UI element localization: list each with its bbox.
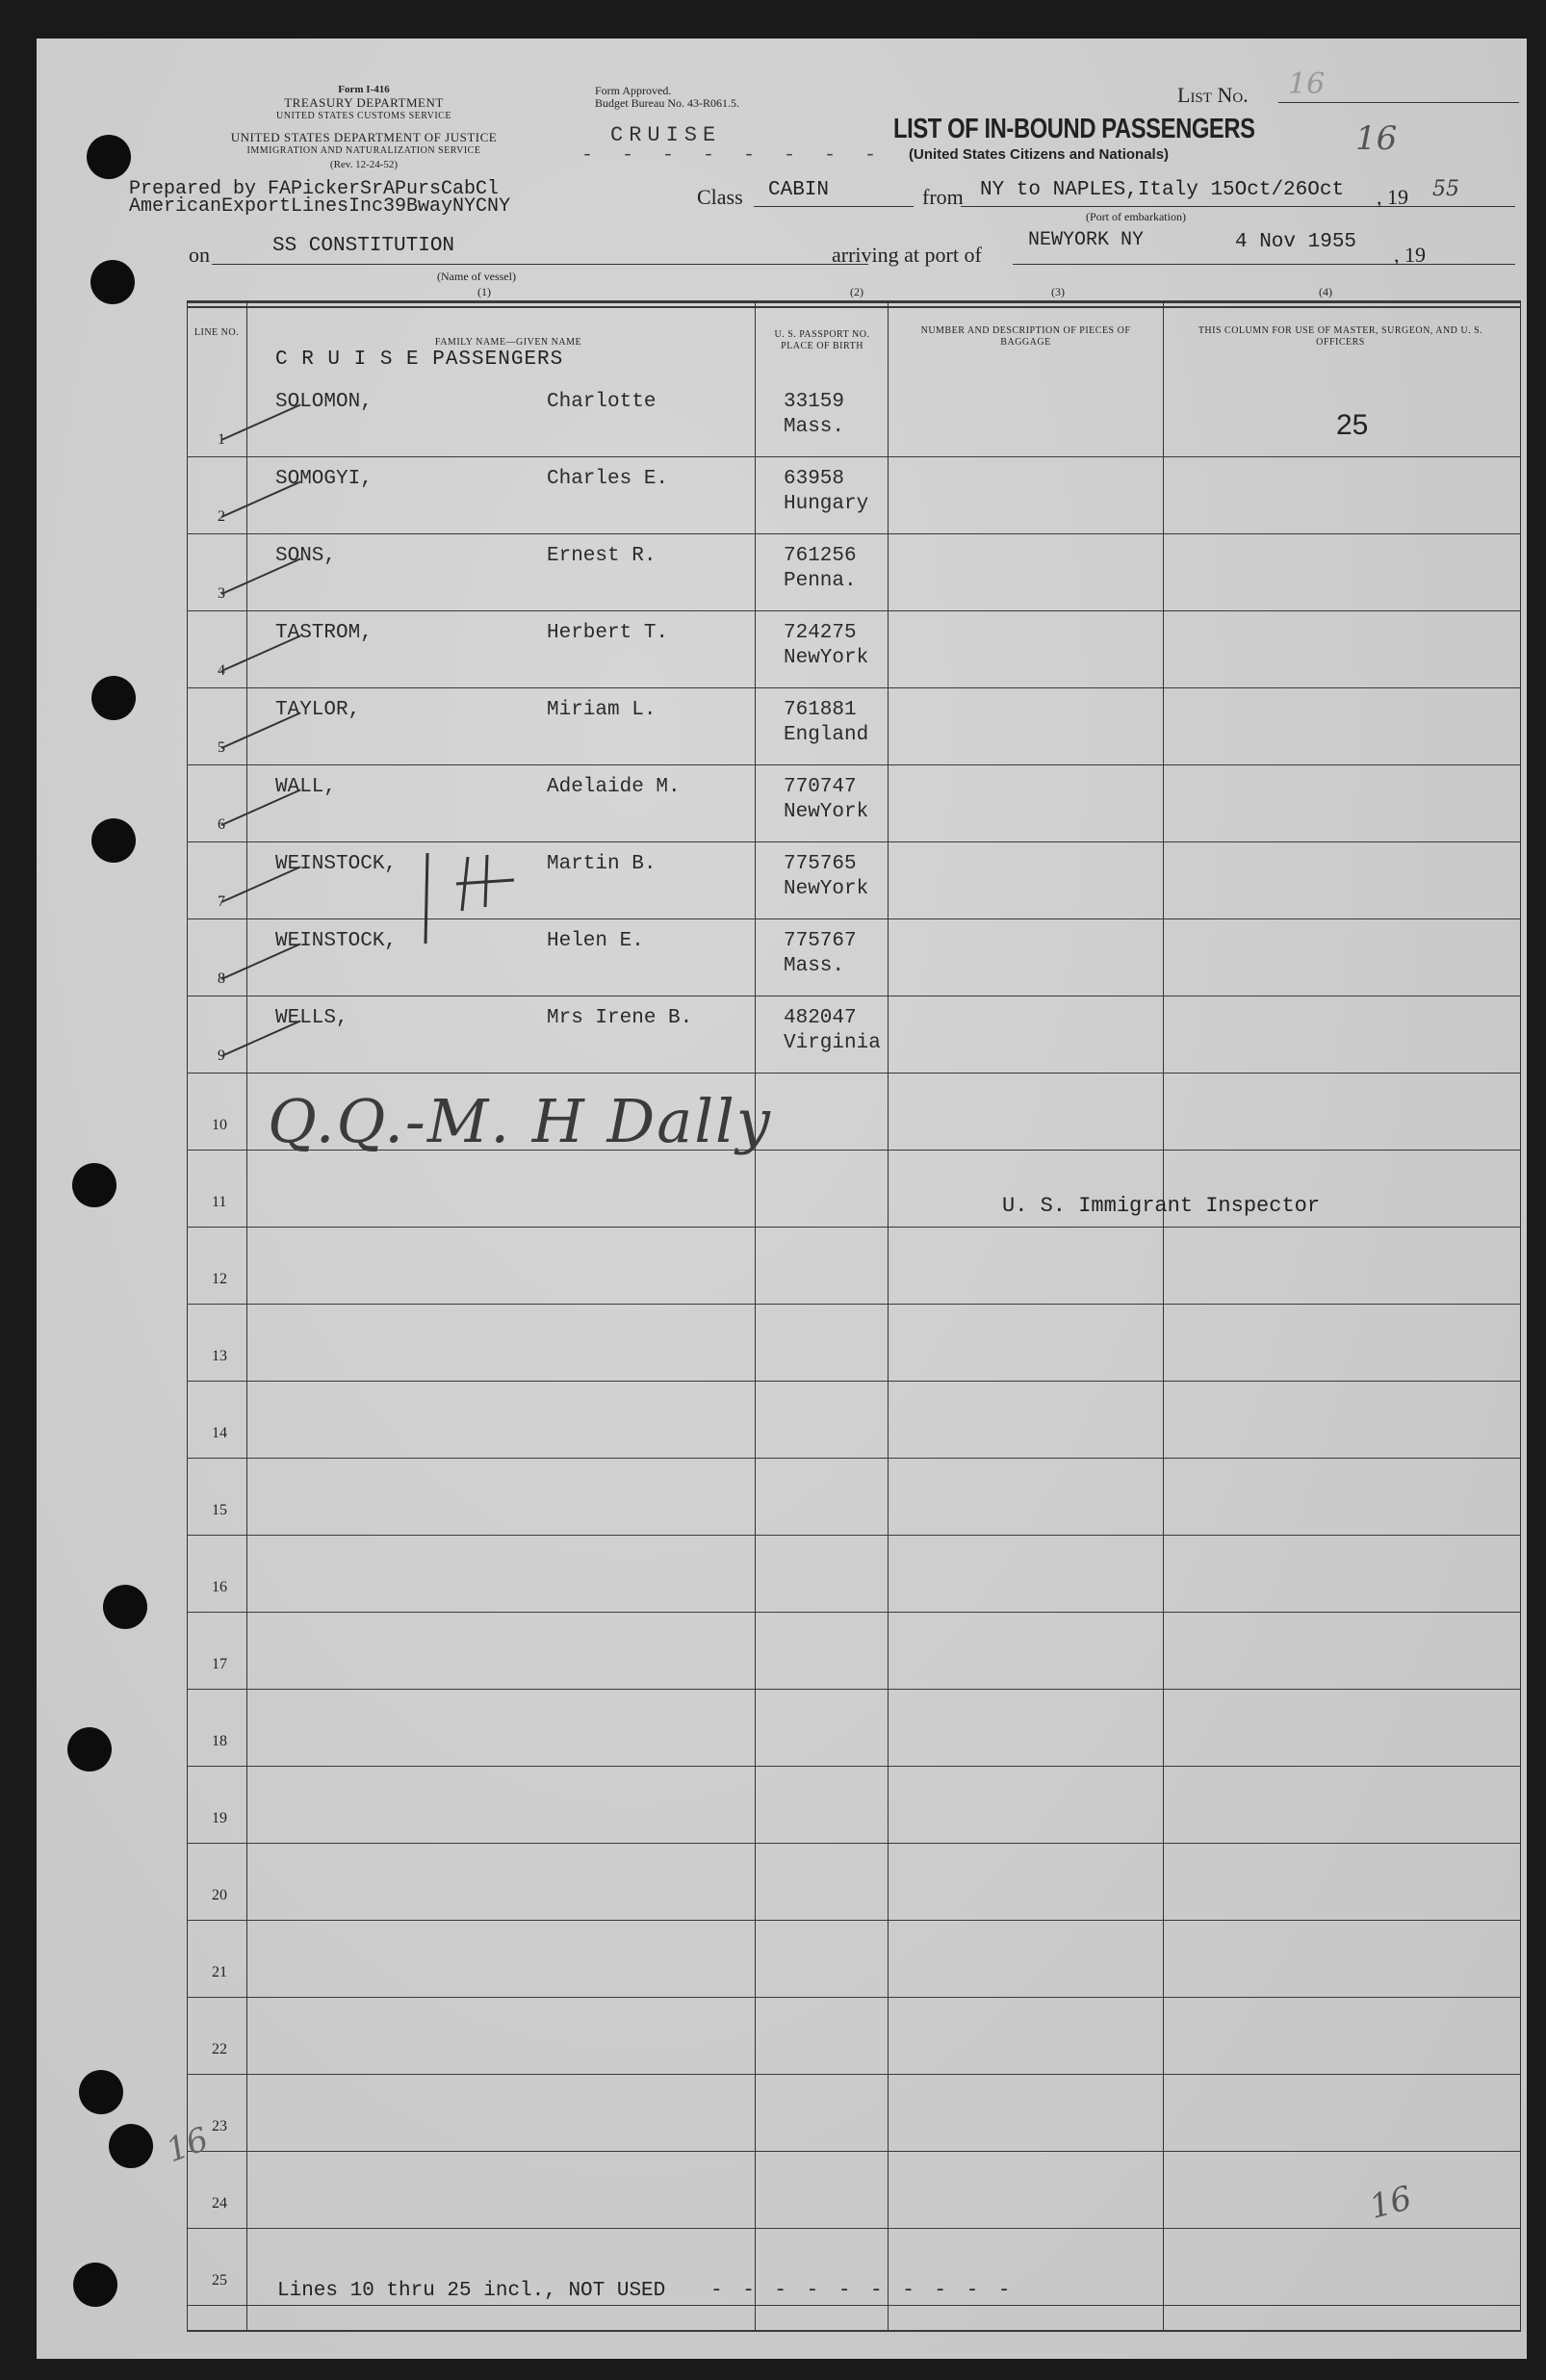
row-rule — [187, 918, 1521, 919]
passenger-family: WEINSTOCK, — [275, 853, 398, 875]
row-rule — [187, 1689, 1521, 1690]
binder-hole — [87, 135, 131, 179]
list-no-label: List No. — [1177, 83, 1249, 107]
arrival-date: 4 Nov 1955 — [1235, 231, 1357, 253]
passenger-family: WEINSTOCK, — [275, 930, 398, 952]
passenger-birth: NewYork — [784, 801, 869, 823]
line-number: 14 — [212, 1425, 227, 1441]
passenger-given: Charlotte — [547, 391, 657, 413]
form-subtitle: (United States Citizens and Nationals) — [909, 146, 1170, 163]
passenger-given: Mrs Irene B. — [547, 1007, 693, 1029]
line-number: 1 — [218, 431, 225, 448]
year-value: 55 — [1432, 177, 1459, 201]
header-officers: THIS COLUMN FOR USE OF MASTER, SURGEON, AND U. S. OFFICERS — [1198, 325, 1483, 348]
passenger-birth: Hungary — [784, 493, 869, 515]
row-rule — [187, 1458, 1521, 1459]
row-rule — [187, 1304, 1521, 1305]
class-value: CABIN — [768, 179, 830, 201]
line-number: 2 — [218, 508, 225, 525]
passenger-family: WALL, — [275, 776, 337, 798]
row-rule — [187, 1997, 1521, 1998]
row-rule — [187, 1843, 1521, 1844]
binder-hole — [72, 1163, 116, 1207]
passenger-passport: 761256 — [784, 545, 857, 567]
row-rule — [187, 841, 1521, 842]
binder-hole — [67, 1727, 112, 1772]
line-number: 13 — [212, 1348, 227, 1364]
header-name: FAMILY NAME—GIVEN NAME — [434, 337, 582, 348]
revision-number: (Rev. 12-24-52) — [329, 159, 399, 170]
margin-number-right: 16 — [1365, 2179, 1416, 2227]
line-number: 4 — [218, 662, 225, 679]
year-prefix: , 19 — [1377, 185, 1408, 209]
line-number: 15 — [212, 1502, 227, 1518]
prepared-by-line1: Prepared by FAPickerSrAPursCabCl — [129, 178, 500, 200]
line-number: 5 — [218, 739, 225, 756]
row-rule — [187, 1073, 1521, 1074]
line-number: 9 — [218, 1048, 225, 1064]
line-number: 10 — [212, 1117, 227, 1133]
passenger-birth: England — [784, 724, 869, 746]
service-name: UNITED STATES CUSTOMS SERVICE — [276, 111, 451, 121]
arrival-year-prefix: , 19 — [1394, 243, 1426, 267]
not-used-note: Lines 10 thru 25 incl., NOT USED — [277, 2280, 666, 2302]
cruise-passengers-label: C R U I S E PASSENGERS — [275, 349, 564, 371]
arriving-label: arriving at port of — [832, 243, 982, 267]
row-rule — [187, 456, 1521, 457]
agency-header — [191, 83, 537, 171]
row-rule — [187, 2074, 1521, 2075]
inspector-label: U. S. Immigrant Inspector — [1002, 1194, 1321, 1218]
col1-number: (1) — [477, 285, 491, 298]
row-rule — [187, 764, 1521, 765]
passenger-family: TASTROM, — [275, 622, 373, 644]
passenger-birth: Virginia — [784, 1032, 881, 1054]
form-number: Form I-416 — [338, 84, 390, 95]
line-number: 23 — [212, 2118, 227, 2134]
margin-number-left: 16 — [161, 2119, 214, 2171]
passenger-family: TAYLOR, — [275, 699, 361, 721]
binder-hole — [109, 2124, 153, 2168]
passenger-family: SONS, — [275, 545, 337, 567]
line-number: 24 — [212, 2195, 227, 2212]
row-rule — [187, 1920, 1521, 1921]
line-number: 21 — [212, 1964, 227, 1980]
vessel-name: SS CONSTITUTION — [272, 235, 455, 257]
arrival-port: NEWYORK NY — [1028, 229, 1145, 251]
passenger-given: Martin B. — [547, 853, 657, 875]
passenger-passport: 770747 — [784, 776, 857, 798]
line-number: 16 — [212, 1579, 227, 1595]
binder-hole — [90, 260, 135, 304]
binder-hole — [103, 1585, 147, 1629]
row-rule — [187, 1612, 1521, 1613]
row-rule — [187, 1227, 1521, 1228]
passenger-birth: NewYork — [784, 647, 869, 669]
row-rule — [187, 2305, 1521, 2306]
passenger-passport: 33159 — [784, 391, 845, 413]
list-no-value: 16 — [1288, 67, 1326, 101]
col3-number: (3) — [1051, 285, 1065, 298]
row-rule — [187, 2151, 1521, 2152]
header-passport: U. S. PASSPORT NO. PLACE OF BIRTH — [774, 329, 870, 351]
department-name: TREASURY DEPARTMENT — [284, 95, 444, 110]
header-line-no: LINE NO. — [193, 327, 240, 338]
passenger-family: WELLS, — [275, 1007, 348, 1029]
approval-line1: Form Approved. — [595, 84, 672, 97]
line-number: 22 — [212, 2041, 227, 2057]
justice-name: UNITED STATES DEPARTMENT OF JUSTICE — [230, 130, 498, 144]
line-number: 11 — [212, 1194, 227, 1210]
passenger-birth: NewYork — [784, 878, 869, 900]
passenger-given: Adelaide M. — [547, 776, 681, 798]
passenger-passport: 482047 — [784, 1007, 857, 1029]
line-number: 20 — [212, 1887, 227, 1903]
row-rule — [187, 2228, 1521, 2229]
form-title: LIST OF IN-BOUND PASSENGERS — [893, 114, 1255, 144]
row-rule — [187, 610, 1521, 611]
row-rule — [187, 533, 1521, 534]
vessel-caption: (Name of vessel) — [437, 270, 516, 283]
on-label: on — [189, 243, 210, 267]
passenger-passport: 775765 — [784, 853, 857, 875]
port-of-embarkation: NY to NAPLES,Italy 15Oct/26Oct — [980, 179, 1345, 201]
row-rule — [187, 687, 1521, 688]
binder-hole — [73, 2263, 117, 2307]
passenger-given: Helen E. — [547, 930, 644, 952]
port-of-embarkation-caption: (Port of embarkation) — [1086, 210, 1186, 223]
passenger-passport: 724275 — [784, 622, 857, 644]
cruise-stamp-dashes: - - - - - - - - — [581, 144, 886, 167]
line-number: 8 — [218, 970, 225, 987]
from-label: from — [922, 185, 964, 209]
line-number: 7 — [218, 893, 225, 910]
passenger-passport: 775767 — [784, 930, 857, 952]
passenger-birth: Mass. — [784, 416, 845, 438]
col4-number: (4) — [1319, 285, 1332, 298]
line-number: 12 — [212, 1271, 227, 1287]
line-number: 3 — [218, 585, 225, 602]
col2-number: (2) — [850, 285, 863, 298]
binder-hole — [91, 676, 136, 720]
prepared-by-line2: AmericanExportLinesInc39BwayNYCNY — [129, 195, 511, 218]
passenger-birth: Mass. — [784, 955, 845, 977]
row-rule — [187, 1766, 1521, 1767]
passenger-given: Charles E. — [547, 468, 669, 490]
row-rule — [187, 1535, 1521, 1536]
cruise-stamp: CRUISE — [610, 123, 722, 147]
handwritten-bracket-mark — [408, 847, 524, 953]
class-label: Class — [697, 185, 743, 209]
inspector-signature: Q.Q.-M. H Dally — [268, 1086, 772, 1156]
not-used-dashes: - - - - - - - - - - — [710, 2280, 1015, 2302]
line-number: 17 — [212, 1656, 227, 1672]
line-number: 6 — [218, 816, 225, 833]
line-number: 19 — [212, 1810, 227, 1826]
passenger-passport: 761881 — [784, 699, 857, 721]
immigration-name: IMMIGRATION AND NATURALIZATION SERVICE — [246, 145, 481, 156]
passenger-given: Ernest R. — [547, 545, 657, 567]
passenger-given: Herbert T. — [547, 622, 669, 644]
handwritten-list-number: 16 — [1355, 119, 1398, 158]
line-number: 25 — [212, 2272, 227, 2289]
form-page — [37, 39, 1527, 2359]
header-baggage: NUMBER AND DESCRIPTION OF PIECES OF BAGGAGE — [920, 325, 1131, 348]
passenger-family: SOLOMON, — [275, 391, 373, 413]
binder-hole — [91, 818, 136, 863]
row-rule — [187, 1381, 1521, 1382]
binder-hole — [79, 2070, 123, 2114]
passenger-birth: Penna. — [784, 570, 857, 592]
passenger-family: SOMOGYI, — [275, 468, 373, 490]
passenger-given: Miriam L. — [547, 699, 657, 721]
line-number: 18 — [212, 1733, 227, 1749]
approval-line2: Budget Bureau No. 43-R061.5. — [595, 96, 739, 110]
prepared-by — [129, 178, 511, 218]
officer-note: 25 — [1336, 409, 1369, 441]
budget-approval — [595, 85, 739, 110]
passenger-passport: 63958 — [784, 468, 845, 490]
